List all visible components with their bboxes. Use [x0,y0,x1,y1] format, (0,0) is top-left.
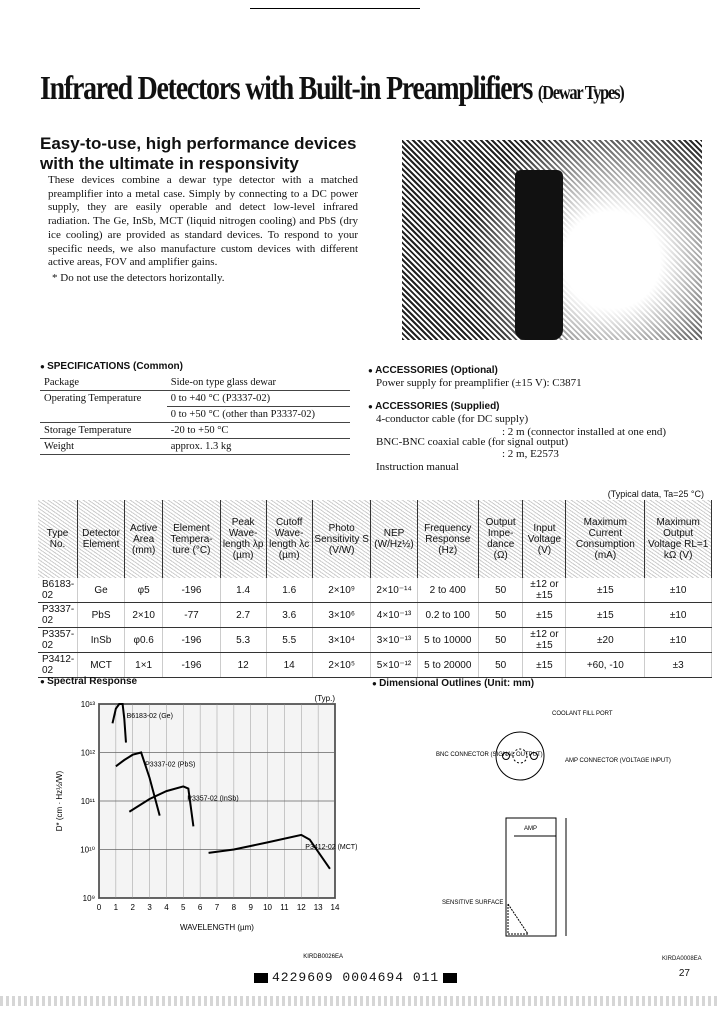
table-cell: ±10 [645,578,712,603]
table-cell: ±12 or ±15 [523,628,566,653]
table-cell: 5×10⁻¹² [371,653,417,678]
table-cell: ±12 or ±15 [523,578,566,603]
x-tick-label: 4 [164,903,169,912]
table-row [40,391,350,407]
table-cell: P3357-02 [38,628,78,653]
table-cell: ±15 [566,578,645,603]
table-cell: InSb [78,628,125,653]
table-cell: -196 [163,653,221,678]
dimensional-outlines [372,678,702,962]
table-cell: -196 [163,578,221,603]
top-rule [250,8,420,9]
series-label: P3357-02 (InSb) [187,795,239,803]
page-number: 27 [678,968,690,979]
figure-code: KIRDA0008EA [662,956,702,962]
title-sub: (Dewar Types) [537,82,624,104]
spec-label: Package [40,375,167,391]
table-cell: 50 [478,628,523,653]
table-cell: P3337-02 [38,603,78,628]
series-label: P3412-02 (MCT) [305,843,358,851]
column-header: Element Tempera-ture (°C) [163,500,221,578]
title-main: Infrared Detectors with Built-in Preamplifiers [40,70,533,107]
x-tick-label: 6 [197,903,203,912]
chart-note: (Typ.) [314,694,335,703]
intro-text: These devices combine a dewar type detector with a matched preamplifier into a metal case. Simply by connecting to a DC power supply, they are easily operable and detect low-level infrared radiation. The Ge, InSb, MCT (liquid nitrogen cooling) and PbS (dry ice cooling) are provided as standard devices. To respond to your specific needs, we also manufacture custom devices with different active areas, FOV and amplifier gains. [48,174,358,269]
x-tick-label: 3 [147,903,152,912]
table-cell: 5 to 10000 [417,628,478,653]
table-row [40,439,350,455]
column-header: Output Impe-dance (Ω) [478,500,523,578]
table-row [38,653,712,678]
table-cell: ±3 [645,653,712,678]
column-header: Input Voltage (V) [523,500,566,578]
table-cell: PbS [78,603,125,628]
table-cell: 3×10⁶ [312,603,371,628]
table-cell: 2.7 [220,603,266,628]
x-tick-label: 1 [113,903,119,912]
amp-box-label: AMP [524,826,538,832]
scan-artifact [0,996,720,1006]
table-header-row [38,500,712,578]
x-tick-label: 13 [313,903,323,912]
bnc-label: BNC CONNECTOR (SIGNAL OUTPUT) [436,752,543,758]
x-tick-label: 14 [330,903,340,912]
note: * Do not use the detectors horizontally. [52,272,225,284]
table-cell: Ge [78,578,125,603]
coolant-label: COOLANT FILL PORT [552,711,613,717]
y-axis-label: D* (cm · Hz½/W) [55,770,64,832]
x-tick-label: 8 [231,903,237,912]
column-header: Maximum Output Voltage RL=1 kΩ (V) [645,500,712,578]
table-cell: 5.5 [266,628,312,653]
table-cell: ±15 [523,653,566,678]
spec-value: approx. 1.3 kg [167,439,350,455]
y-tick-label: 10¹⁰ [80,845,95,855]
column-header: Detector Element [78,500,125,578]
acc-sup-line: 4-conductor cable (for DC supply) [376,413,529,425]
table-cell: B6183-02 [38,578,78,603]
table-cell: ±20 [566,628,645,653]
series-label: B6183-02 (Ge) [126,713,173,720]
spec-value: 0 to +50 °C (other than P3337-02) [167,407,350,423]
y-tick-label: 10¹³ [80,700,95,709]
table-cell: 3×10⁻¹³ [371,628,417,653]
specs-table [40,375,350,455]
table-cell: -77 [163,603,221,628]
table-cell: 50 [478,578,523,603]
outline-drawing [360,678,690,968]
column-header: NEP (W/Hz½) [371,500,417,578]
column-header: Frequency Response (Hz) [417,500,478,578]
barcode-number: 4229609 0004694 011 [272,970,440,985]
table-cell: 2 to 400 [417,578,478,603]
acc-opt-heading: ● ACCESSORIES (Optional) [368,365,498,376]
column-header: Photo Sensitivity S (V/W) [312,500,371,578]
table-cell: 0.2 to 100 [417,603,478,628]
table-cell: 50 [478,603,523,628]
x-tick-label: 10 [263,903,273,912]
table-cell: -196 [163,628,221,653]
table-cell: 2×10⁵ [312,653,371,678]
table-cell: 14 [266,653,312,678]
x-tick-label: 12 [296,903,306,912]
table-cell: ±10 [645,603,712,628]
y-tick-label: 10¹¹ [80,797,95,806]
table-cell: ±10 [645,628,712,653]
table-cell: ±15 [523,603,566,628]
table-cell: φ0.6 [125,628,163,653]
table-cell: 2×10⁻¹⁴ [371,578,417,603]
table-cell: 1.6 [266,578,312,603]
table-cell: 3.6 [266,603,312,628]
spec-value: 0 to +40 °C (P3337-02) [167,391,350,407]
dewar-detector-image [515,170,563,340]
series-label: P3337-02 (PbS) [145,761,196,769]
column-header: Cutoff Wave-length λc (µm) [266,500,312,578]
acc-sup-line: BNC-BNC coaxial cable (for signal output) [376,436,569,448]
table-cell: φ5 [125,578,163,603]
table-cell: 5 to 20000 [417,653,478,678]
acc-sup-heading: ● ACCESSORIES (Supplied) [368,401,500,412]
acc-opt-text: Power supply for preamplifier (±15 V): C3871 [376,377,582,389]
table-cell: MCT [78,653,125,678]
x-axis-label: WAVELENGTH (µm) [180,923,254,932]
sensitive-surface-label: SENSITIVE SURFACE [442,900,504,906]
y-tick-label: 10¹² [80,748,95,758]
table-row [40,423,350,439]
table-cell: 1.4 [220,578,266,603]
spec-label: Storage Temperature [40,423,167,439]
spec-value: Side-on type glass dewar [167,375,350,391]
column-header: Active Area (mm) [125,500,163,578]
x-tick-label: 0 [96,903,102,912]
y-tick-label: 10⁹ [82,894,95,903]
table-cell: 2×10⁹ [312,578,371,603]
spec-label: Weight [40,439,167,455]
x-tick-label: 11 [280,903,289,912]
column-header: Type No. [38,500,78,578]
table-note: (Typical data, Ta=25 °C) [607,489,704,499]
x-tick-label: 7 [214,903,220,912]
spectral-response-chart [40,676,358,960]
spec-label: Operating Temperature [40,391,167,423]
characteristics-table [38,500,712,678]
table-cell: 5.3 [220,628,266,653]
page-title [40,70,623,108]
table-cell: +60, -10 [566,653,645,678]
amp-label: AMP CONNECTOR (VOLTAGE INPUT) [565,758,671,764]
dim-heading: ● Dimensional Outlines (Unit: mm) [372,678,534,689]
table-cell: ±15 [566,603,645,628]
table-cell: 1×1 [125,653,163,678]
table-row [38,603,712,628]
table-cell: 4×10⁻¹³ [371,603,417,628]
table-cell: 50 [478,653,523,678]
headline: Easy-to-use, high performance devices with the ultimate in responsivity [40,134,357,173]
table-row [38,578,712,603]
x-tick-label: 9 [248,903,253,912]
table-cell: 3×10⁴ [312,628,371,653]
acc-sup-line: : 2 m (connector installed at one end) [502,426,667,438]
table-cell: P3412-02 [38,653,78,678]
column-header: Maximum Current Consumption (mA) [566,500,645,578]
table-row [40,375,350,391]
table-cell: 2×10 [125,603,163,628]
chart-title: ● Spectral Response [40,676,137,687]
x-tick-label: 5 [181,903,186,912]
spec-value: -20 to +50 °C [167,423,350,439]
specs-heading: ● SPECIFICATIONS (Common) [40,361,183,372]
chart-code: KIRDB0026EA [303,954,343,960]
table-row [38,628,712,653]
x-tick-label: 2 [130,903,135,912]
column-header: Peak Wave-length λp (µm) [220,500,266,578]
acc-sup-line: : 2 m, E2573 [502,448,559,460]
acc-sup-line: Instruction manual [376,461,459,473]
footer-barcode [250,970,461,985]
chart-svg [40,676,360,966]
table-cell: 12 [220,653,266,678]
